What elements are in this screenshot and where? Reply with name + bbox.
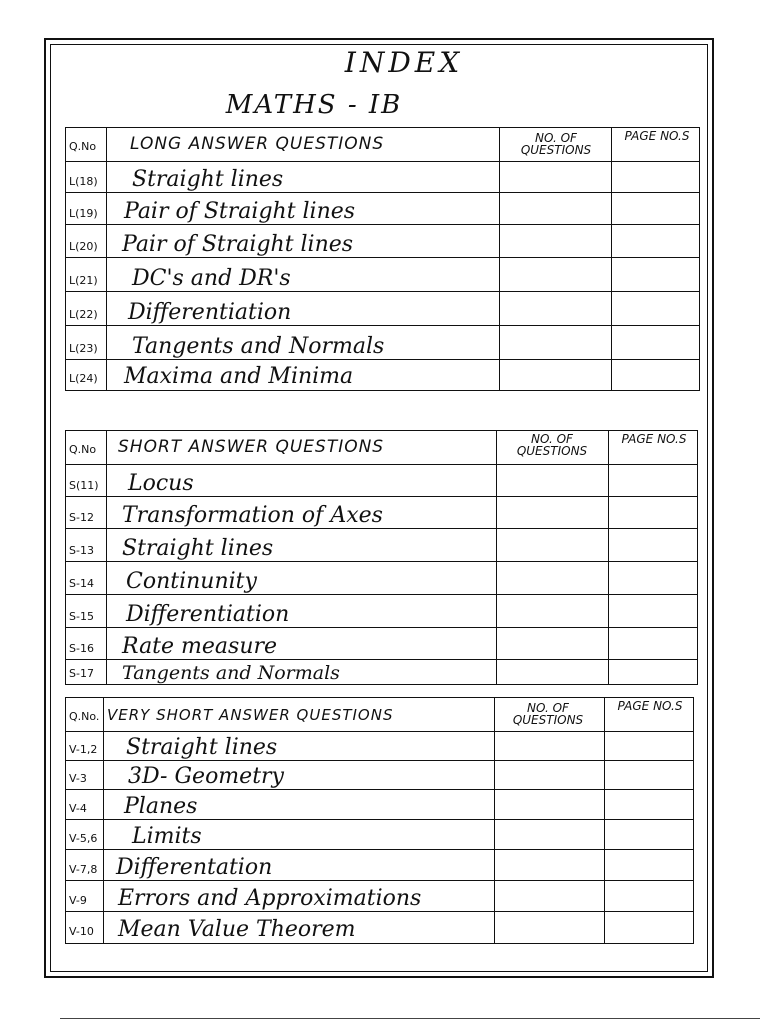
table-row	[66, 850, 693, 881]
topic: Differentiation	[126, 602, 290, 627]
topic: Pair of Straight lines	[124, 199, 356, 224]
qno: L(24)	[69, 372, 98, 385]
table-row	[66, 529, 697, 562]
topic: 3D- Geometry	[128, 764, 284, 789]
table-row	[66, 258, 699, 292]
qno-header: Q.No	[69, 140, 97, 153]
page-column-header: PAGE NO.S	[617, 699, 683, 713]
qno: S-13	[69, 544, 94, 557]
topic: Locus	[128, 471, 194, 496]
qno: V-7,8	[69, 863, 98, 876]
table-header	[66, 128, 699, 162]
questions-column-header: NO. OF QUESTIONS	[512, 701, 584, 727]
qno: L(18)	[69, 175, 98, 188]
page-column-header: PAGE NO.S	[624, 129, 690, 143]
topic: Maxima and Minima	[124, 364, 354, 389]
topic: Pair of Straight lines	[122, 232, 354, 257]
page-column-header: PAGE NO.S	[621, 432, 687, 446]
qno: S(11)	[69, 479, 99, 492]
table-header	[66, 698, 693, 732]
topic: Differentation	[116, 855, 273, 880]
topic: Tangents and Normals	[132, 334, 385, 359]
table-row	[66, 628, 697, 660]
topic: Continunity	[126, 569, 257, 594]
table-row	[66, 326, 699, 360]
table-row	[66, 595, 697, 628]
table-row	[66, 761, 693, 790]
topic: Planes	[124, 794, 198, 819]
qno: L(23)	[69, 342, 98, 355]
very-short-answer-table	[65, 697, 694, 944]
short-answer-table	[65, 430, 698, 685]
section-title: LONG ANSWER QUESTIONS	[130, 134, 385, 154]
table-row	[66, 193, 699, 225]
qno: S-14	[69, 577, 94, 590]
qno-header: Q.No.	[69, 710, 100, 723]
qno: L(20)	[69, 240, 98, 253]
table-row	[66, 162, 699, 193]
topic: Straight lines	[132, 167, 284, 192]
qno: S-16	[69, 642, 94, 655]
qno: S-15	[69, 610, 94, 623]
qno: V-3	[69, 772, 87, 785]
qno: V-5,6	[69, 832, 98, 845]
topic: DC's and DR's	[132, 266, 291, 291]
table-row	[66, 225, 699, 258]
topic: Straight lines	[126, 735, 278, 760]
table-header	[66, 431, 697, 465]
table-row	[66, 820, 693, 850]
long-answer-table	[65, 127, 700, 391]
table-row	[66, 660, 697, 684]
table-row	[66, 562, 697, 595]
questions-column-header: NO. OF QUESTIONS	[516, 432, 588, 458]
table-row	[66, 881, 693, 912]
bottom-rule	[60, 1018, 760, 1019]
qno: S-12	[69, 511, 94, 524]
qno: V-1,2	[69, 743, 98, 756]
table-row	[66, 360, 699, 389]
table-row	[66, 912, 693, 942]
table-row	[66, 465, 697, 497]
page-subtitle: MATHS - IB	[225, 90, 403, 120]
qno: V-4	[69, 802, 87, 815]
topic: Errors and Approximations	[118, 886, 422, 911]
qno: S-17	[69, 667, 94, 680]
section-title: VERY SHORT ANSWER QUESTIONS	[107, 706, 394, 724]
table-row	[66, 732, 693, 761]
section-title: SHORT ANSWER QUESTIONS	[118, 437, 385, 457]
qno: V-10	[69, 925, 94, 938]
table-row	[66, 497, 697, 529]
qno: L(22)	[69, 308, 98, 321]
topic: Mean Value Theorem	[118, 917, 356, 942]
topic: Limits	[132, 824, 202, 849]
qno: L(19)	[69, 207, 98, 220]
questions-column-header: NO. OF QUESTIONS	[520, 131, 592, 157]
table-row	[66, 292, 699, 326]
table-row	[66, 790, 693, 820]
page-title: INDEX	[344, 46, 464, 79]
qno: L(21)	[69, 274, 98, 287]
topic: Differentiation	[128, 300, 292, 325]
qno: V-9	[69, 894, 87, 907]
topic: Transformation of Axes	[122, 503, 383, 528]
topic: Straight lines	[122, 536, 274, 561]
topic: Rate measure	[122, 634, 278, 659]
qno-header: Q.No	[69, 443, 97, 456]
topic: Tangents and Normals	[122, 662, 340, 684]
